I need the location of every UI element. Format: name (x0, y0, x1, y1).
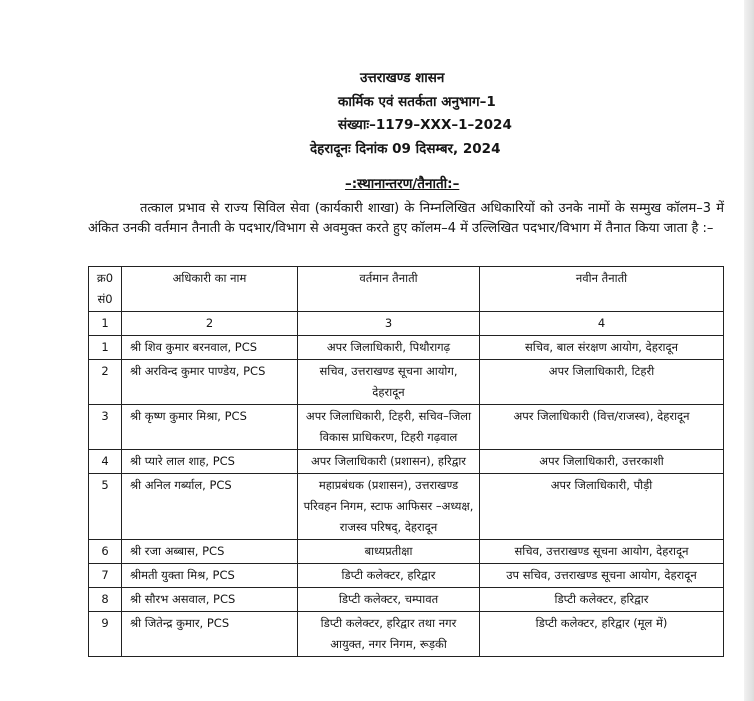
new-posting-cell: डिप्टी कलेक्टर, हरिद्वार (480, 588, 724, 612)
table-row (89, 564, 724, 588)
officer-name-cell: श्रीमती युक्ता मिश्र, PCS (122, 564, 298, 588)
new-posting-cell: उप सचिव, उत्तराखण्ड सूचना आयोग, देहरादून (480, 564, 724, 588)
header-department: कार्मिक एवं सतर्कता अनुभाग–1 (338, 94, 496, 110)
current-posting-cell: अपर जिलाधिकारी, टिहरी, सचिव–जिला विकास प्राधिकरण, टिहरी गढ़वाल (298, 405, 480, 450)
officer-name-cell: श्री अनिल गर्ब्याल, PCS (122, 474, 298, 540)
serial-cell: 3 (89, 405, 122, 450)
current-posting-cell: सचिव, उत्तराखण्ड सूचना आयोग, देहरादून (298, 360, 480, 405)
header-government: उत्तराखण्ड शासन (360, 70, 445, 86)
serial-cell: 5 (89, 474, 122, 540)
table-row (89, 336, 724, 360)
serial-cell: 7 (89, 564, 122, 588)
table-header-row (89, 267, 724, 312)
header-serial: क्र0 सं0 (89, 267, 122, 312)
new-posting-cell: अपर जिलाधिकारी, उत्तरकाशी (480, 450, 724, 474)
column-number: 4 (480, 312, 724, 336)
serial-cell: 9 (89, 612, 122, 657)
order-paragraph: तत्काल प्रभाव से राज्य सिविल सेवा (कार्यकारी शाखा) के निम्नलिखित अधिकारियों को उनके नामों के सम्मुख कॉलम–3 में अंकित उनकी वर्तमान तैनाती के पदभार/विभाग से अवमुक्त करते हुए कॉलम–4 में उल्लिखित पदभार/विभाग में तैनात किया जाता है :– (88, 201, 724, 236)
new-posting-cell: सचिव, उत्तराखण्ड सूचना आयोग, देहरादून (480, 540, 724, 564)
current-posting-cell: अपर जिलाधिकारी (प्रशासन), हरिद्वार (298, 450, 480, 474)
serial-cell: 4 (89, 450, 122, 474)
current-posting-cell: डिप्टी कलेक्टर, हरिद्वार तथा नगर आयुक्त, नगर निगम, रूड़की (298, 612, 480, 657)
table-row (89, 405, 724, 450)
page-edge (744, 0, 754, 701)
header-current-posting: वर्तमान तैनाती (298, 267, 480, 312)
officer-name-cell: श्री रजा अब्बास, PCS (122, 540, 298, 564)
current-posting-cell: डिप्टी कलेक्टर, चम्पावत (298, 588, 480, 612)
officer-name-cell: श्री जितेन्द्र कुमार, PCS (122, 612, 298, 657)
new-posting-cell: अपर जिलाधिकारी (वित्त/राजस्व), देहरादून (480, 405, 724, 450)
current-posting-cell: महाप्रबंधक (प्रशासन), उत्तराखण्ड परिवहन निगम, स्टाफ आफिसर –अध्यक्ष, राजस्व परिषद्, देहरादून (298, 474, 480, 540)
new-posting-cell: डिप्टी कलेक्टर, हरिद्वार (मूल में) (480, 612, 724, 657)
header-order-number: संख्याः–1179–XXX–1–2024 (338, 117, 512, 133)
current-posting-cell: अपर जिलाधिकारी, पिथौरागढ़ (298, 336, 480, 360)
new-posting-cell: अपर जिलाधिकारी, टिहरी (480, 360, 724, 405)
table-row (89, 450, 724, 474)
current-posting-cell: बाध्यप्रतीक्षा (298, 540, 480, 564)
header-officer-name: अधिकारी का नाम (122, 267, 298, 312)
officer-name-cell: श्री शिव कुमार बरनवाल, PCS (122, 336, 298, 360)
table-row (89, 540, 724, 564)
column-number: 2 (122, 312, 298, 336)
serial-cell: 1 (89, 336, 122, 360)
table-row (89, 588, 724, 612)
column-number-row (89, 312, 724, 336)
table-row (89, 612, 724, 657)
header-date: देहरादूनः दिनांक 09 दिसम्बर, 2024 (310, 141, 501, 157)
officer-name-cell: श्री सौरभ असवाल, PCS (122, 588, 298, 612)
new-posting-cell: सचिव, बाल संरक्षण आयोग, देहरादून (480, 336, 724, 360)
subject-heading: –:स्थानान्तरण/तैनाती:– (345, 176, 460, 192)
table-row (89, 360, 724, 405)
transfer-table (88, 266, 724, 657)
header-new-posting: नवीन तैनाती (480, 267, 724, 312)
officer-name-cell: श्री प्यारे लाल शाह, PCS (122, 450, 298, 474)
officer-name-cell: श्री कृष्ण कुमार मिश्रा, PCS (122, 405, 298, 450)
table-row (89, 474, 724, 540)
serial-cell: 8 (89, 588, 122, 612)
column-number: 3 (298, 312, 480, 336)
current-posting-cell: डिप्टी कलेक्टर, हरिद्वार (298, 564, 480, 588)
serial-cell: 6 (89, 540, 122, 564)
new-posting-cell: अपर जिलाधिकारी, पौड़ी (480, 474, 724, 540)
serial-cell: 2 (89, 360, 122, 405)
officer-name-cell: श्री अरविन्द कुमार पाण्डेय, PCS (122, 360, 298, 405)
column-number: 1 (89, 312, 122, 336)
